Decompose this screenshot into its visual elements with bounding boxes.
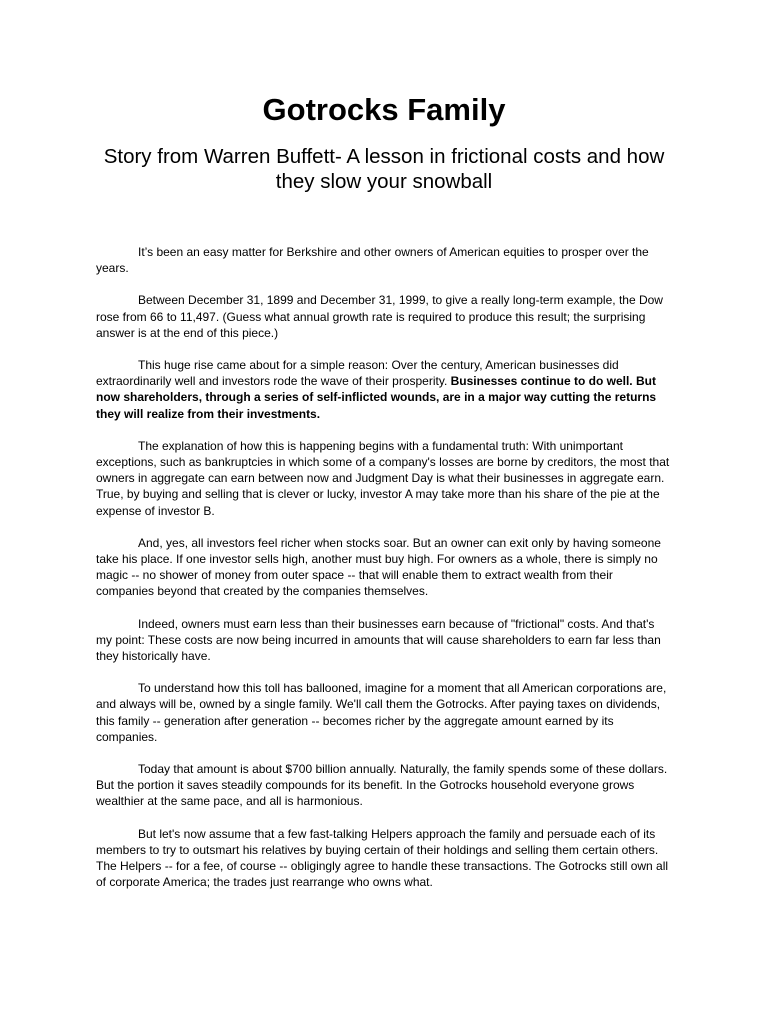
paragraph-text: To understand how this toll has ballooned, imagine for a moment that all American corporations are, and always will be, owned by a single family. We'll call them the Gotrocks. After paying taxes on dividends, this family -- generation after generation -- becomes richer by the aggregate amount earned by its companies. <box>96 681 667 744</box>
paragraph-text: Indeed, owners must earn less than their businesses earn because of "frictional" costs. And that's my point: These costs are now being incurred in amounts that will cause shareholders to earn far less than they historically have. <box>96 616 661 664</box>
document-subtitle: Story from Warren Buffett- A lesson in frictional costs and how they slow your snowball <box>103 145 665 193</box>
paragraph-text: The explanation of how this is happening begins with a fundamental truth: With unimportant exceptions, such as bankruptcies in which some of a company's losses are borne by creditors, the most that owners in aggregate can earn between now and Judgment Day is what their businesses in aggregate earn. True, by buying and selling that is clever or lucky, investor A may take more than his share of the pie at the expense of investor B. <box>96 438 670 518</box>
paragraph <box>96 535 672 600</box>
paragraph-bold-text: Businesses continue to do well. But now shareholders, through a series of self-inflicted wounds, are in a major way cutting the returns they will realize from their investments. <box>96 374 657 421</box>
paragraph-text: Between December 31, 1899 and December 31, 1999, to give a really long-term example, the Dow rose from 66 to 11,497. (Guess what annual growth rate is required to produce this result; the surprising answer is at the end of this piece.) <box>96 293 663 340</box>
paragraph-text: It’s been an easy matter for Berkshire and other owners of American equities to prosper over the years. <box>96 245 649 276</box>
paragraph-text: Today that amount is about $700 billion annually. Naturally, the family spends some of these dollars. But the portion it saves steadily compounds for its benefit. In the Gotrocks household everyone grows wealthier at the same pace, and all is harmonious. <box>96 762 668 809</box>
paragraph <box>96 244 672 276</box>
paragraph <box>96 616 672 665</box>
paragraph-text: And, yes, all investors feel richer when stocks soar. But an owner can exit only by having someone take his place. If one investor sells high, another must buy high. For owners as a whole, there is simply no magic -- no shower of money from outer space -- that will enable them to extract wealth from their companies beyond that created by the companies themselves. <box>96 535 661 599</box>
document-body <box>96 244 672 891</box>
paragraph <box>96 680 672 745</box>
paragraph <box>96 761 672 810</box>
paragraph-text: This huge rise came about for a simple reason: Over the century, American businesses did extraordinarily well and investors rode the wave of their prosperity. <box>96 358 619 389</box>
document-title: Gotrocks Family <box>262 92 506 127</box>
paragraph <box>96 292 672 341</box>
paragraph <box>96 438 672 519</box>
paragraph-text: But let's now assume that a few fast-talking Helpers approach the family and persuade each of its members to try to outsmart his relatives by buying certain of their holdings and selling them certain others. The Helpers -- for a fee, of course -- obligingly agree to handle these transactions. The Gotrocks still own all of corporate America; the trades just rearrange who owns what. <box>96 826 669 890</box>
paragraph <box>96 826 672 891</box>
paragraph <box>96 357 672 422</box>
